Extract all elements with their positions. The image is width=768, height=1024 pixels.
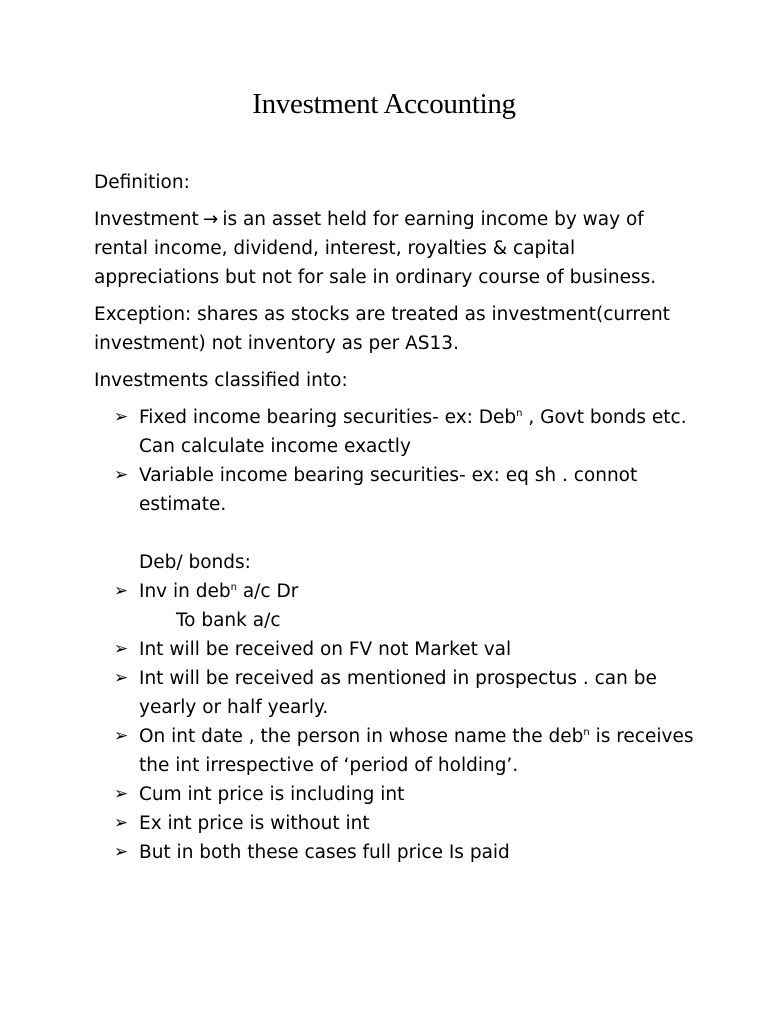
investment-definition-text: is an asset held for earning income by way of rental income, dividend, interest, royalties & capital appreciations but not for sale in ordinary course of business. xyxy=(94,209,657,288)
classification-list xyxy=(94,403,694,519)
document-body xyxy=(94,168,694,867)
classified-label: Investments classified into: xyxy=(94,370,348,391)
arrowhead-bullet-icon: ➢ xyxy=(114,726,129,746)
arrowhead-bullet-icon: ➢ xyxy=(114,668,129,688)
page-title: Investment Accounting xyxy=(252,88,516,120)
list-item: ➢ Int will be received on FV not Market val xyxy=(94,635,694,664)
arrowhead-bullet-icon: ➢ xyxy=(114,784,129,804)
investment-term: Investment xyxy=(94,209,199,230)
list-item: ➢ Inv in deb$^n$ a/c Dr To bank a/c xyxy=(94,577,694,635)
list-item: ➢ Cum int price is including int xyxy=(94,780,694,809)
journal-credit-line: To bank a/c xyxy=(176,610,281,631)
list-item: ➢ On int date , the person in whose name the deb$^n$ is receives the int irrespective of ‘period of holding’. xyxy=(94,722,694,780)
arrowhead-bullet-icon: ➢ xyxy=(114,813,129,833)
arrowhead-bullet-icon: ➢ xyxy=(114,465,129,485)
exception-text: Exception: shares as stocks are treated as investment(current investment) not inventory as per AS13. xyxy=(94,304,670,354)
arrowhead-bullet-icon: ➢ xyxy=(114,639,129,659)
bonds-label: Deb/ bonds: xyxy=(139,552,251,573)
definition-label: Definition: xyxy=(94,172,190,193)
arrowhead-bullet-icon: ➢ xyxy=(114,407,129,427)
list-item: ➢ Int will be received as mentioned in prospectus . can be yearly or half yearly. xyxy=(94,664,694,722)
list-item: ➢ Fixed income bearing securities- ex: Deb$^n$ , Govt bonds etc. Can calculate income exactly xyxy=(94,403,694,461)
investment-definition xyxy=(94,205,694,292)
list-item: ➢ But in both these cases full price Is paid xyxy=(94,838,694,867)
arrowhead-bullet-icon: ➢ xyxy=(114,581,129,601)
bond-points-list xyxy=(94,577,694,867)
arrowhead-bullet-icon: ➢ xyxy=(114,842,129,862)
right-arrow-icon: → xyxy=(202,209,219,230)
list-item: ➢ Variable income bearing securities- ex: eq sh . connot estimate. xyxy=(94,461,694,519)
list-item: ➢ Ex int price is without int xyxy=(94,809,694,838)
